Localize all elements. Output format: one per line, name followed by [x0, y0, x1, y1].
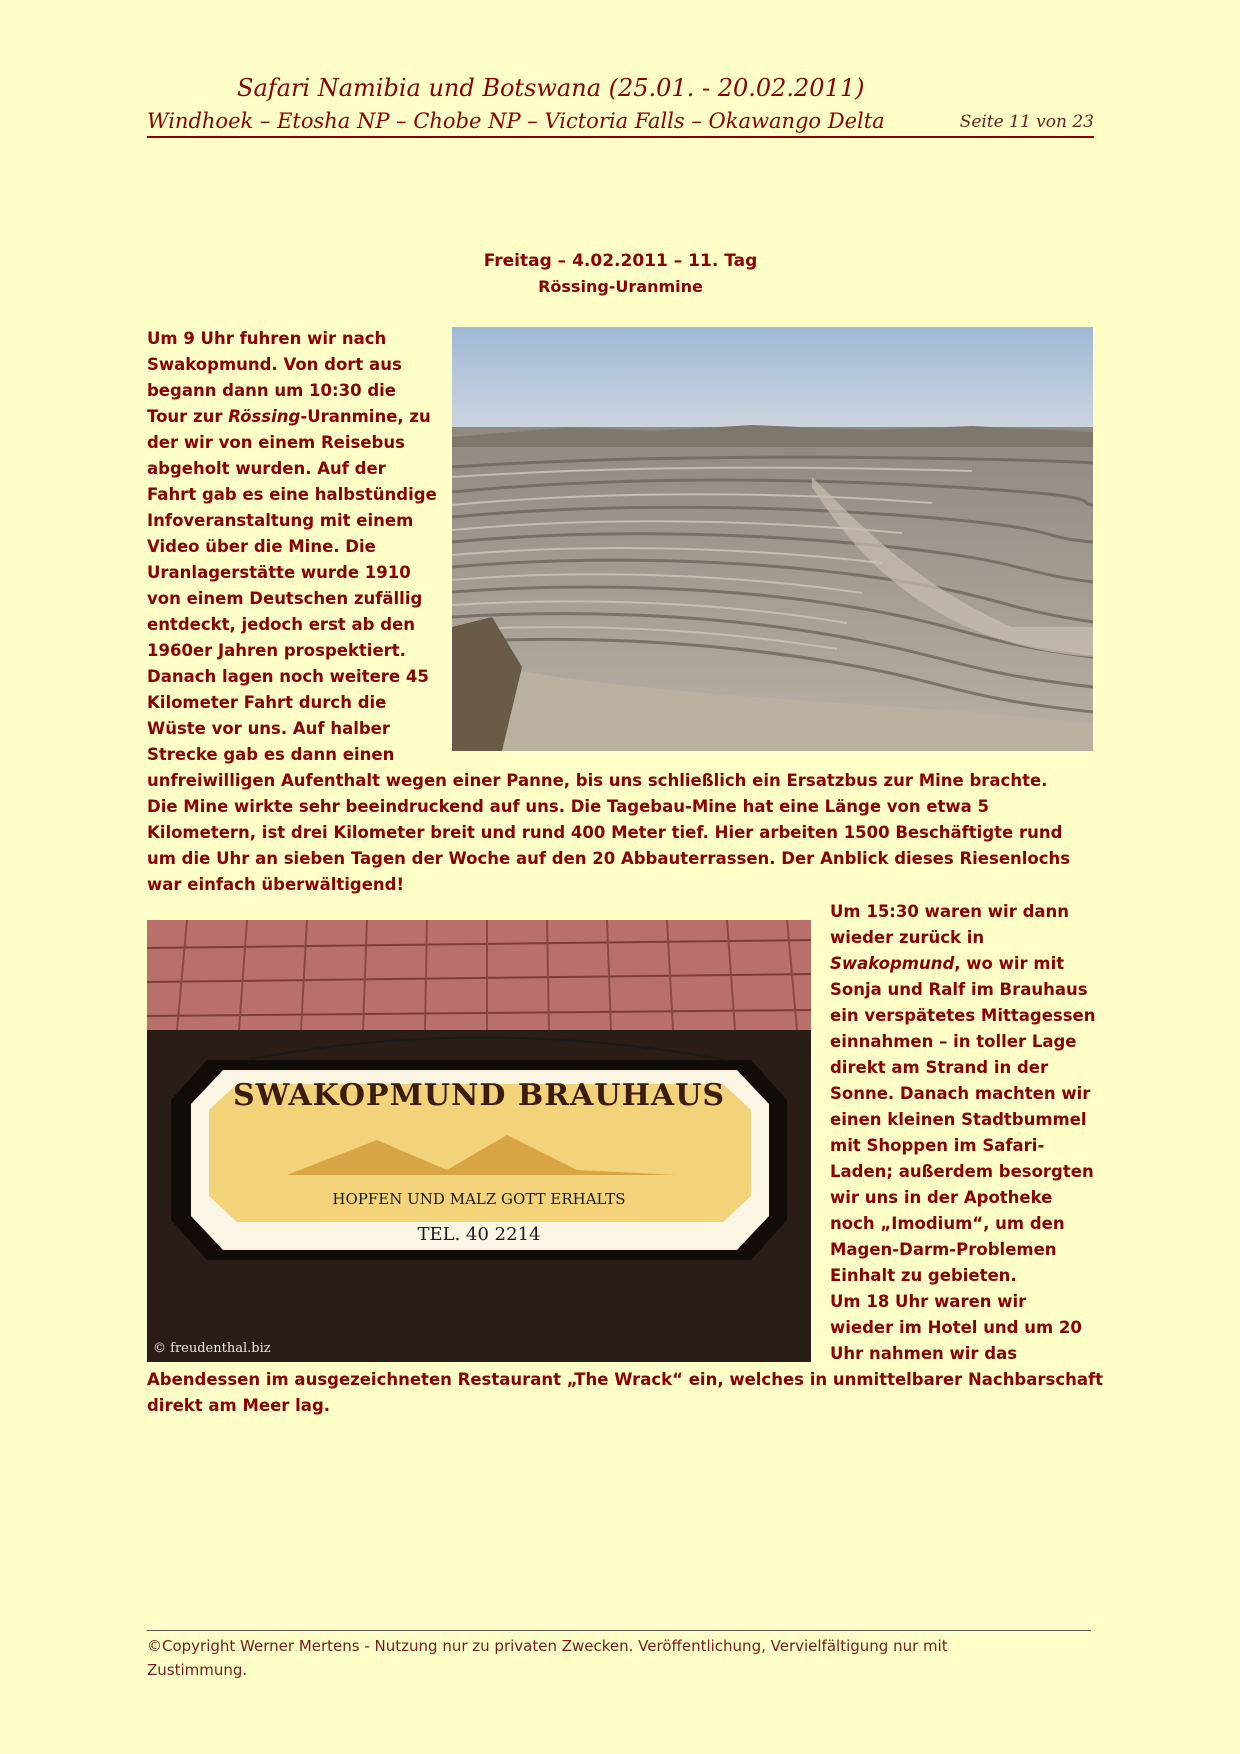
text-line: Magen-Darm-Problemen: [830, 1240, 1057, 1259]
text-line: wieder zurück in: [830, 928, 985, 947]
text-line: Um 15:30 waren wir dann: [830, 902, 1070, 921]
text-line: Uhr nahmen wir das: [830, 1344, 1018, 1363]
italic-word: Swakopmund: [830, 954, 955, 973]
text-line: Danach lagen noch weitere 45: [147, 667, 429, 686]
text-line: Die Mine wirkte sehr beeindruckend auf uns. Die Tagebau-Mine hat eine Länge von etwa 5: [147, 797, 990, 816]
text-line: abgeholt wurden. Auf der: [147, 459, 386, 478]
brauhaus-photo: [147, 920, 811, 1362]
text-line: einen kleinen Stadtbummel: [830, 1110, 1087, 1129]
text-line: ein verspätetes Mittagessen: [830, 1006, 1096, 1025]
text-line: [147, 404, 437, 430]
text-line: um die Uhr an sieben Tagen der Woche auf den 20 Abbauterrassen. Der Anblick dieses Riesenlochs: [147, 849, 1071, 868]
brauhaus-illustration: [147, 920, 811, 1362]
route-text: Windhoek – Etosha NP – Chobe NP – Victoria Falls – Okawango Delta: [147, 109, 885, 133]
text-line: Video über die Mine. Die: [147, 537, 376, 556]
text-line: der wir von einem Reisebus: [147, 433, 405, 452]
page-number: Seite 11 von 23: [959, 112, 1094, 132]
mine-illustration: [452, 327, 1093, 751]
paragraph-mine: [147, 768, 1070, 898]
text-line: von einem Deutschen zufällig: [147, 589, 423, 608]
text-segment: -Uranmine, zu: [300, 407, 431, 426]
text-line: Abendessen im ausgezeichneten Restaurant „The Wrack“ ein, welches in unmittelbarer Nachbarschaft: [147, 1370, 1104, 1389]
day-subtitle: Rössing-Uranmine: [538, 277, 703, 296]
route-line: [147, 109, 1094, 138]
text-line: Fahrt gab es eine halbstündige: [147, 485, 437, 504]
text-line: Um 18 Uhr waren wir: [830, 1292, 1027, 1311]
text-line: Um 9 Uhr fuhren wir nach: [147, 329, 387, 348]
text-line: [830, 951, 1095, 977]
text-line: Uranlagerstätte wurde 1910: [147, 563, 411, 582]
copyright-line: Zustimmung.: [147, 1661, 248, 1679]
text-line: Infoveranstaltung mit einem: [147, 511, 414, 530]
copyright-line: ©Copyright Werner Mertens - Nutzung nur zu privaten Zwecken. Veröffentlichung, Vervielfältigung nur mit: [147, 1637, 948, 1655]
sign-slogan: HOPFEN UND MALZ GOTT ERHALTS: [332, 1190, 626, 1208]
text-line: direkt am Strand in der: [830, 1058, 1049, 1077]
text-line: Sonne. Danach machten wir: [830, 1084, 1091, 1103]
footer: [147, 1634, 1091, 1682]
text-line: entdeckt, jedoch erst ab den: [147, 615, 415, 634]
text-line: direkt am Meer lag.: [147, 1396, 331, 1415]
text-line: Sonja und Ralf im Brauhaus: [830, 980, 1088, 999]
photo-credit: © freudenthal.biz: [153, 1341, 271, 1356]
text-line: einnahmen – in toller Lage: [830, 1032, 1077, 1051]
text-segment: Tour zur: [147, 407, 229, 426]
text-line: Laden; außerdem besorgten: [830, 1162, 1094, 1181]
text-line: Strecke gab es dann einen: [147, 745, 395, 764]
text-line: Wüste vor uns. Auf halber: [147, 719, 391, 738]
mine-photo: [452, 327, 1093, 751]
text-line: mit Shoppen im Safari-: [830, 1136, 1045, 1155]
text-line: noch „Imodium“, um den: [830, 1214, 1065, 1233]
footer-divider: [147, 1630, 1091, 1631]
text-line: unfreiwilligen Aufenthalt wegen einer Panne, bis uns schließlich ein Ersatzbus zur Mine brachte.: [147, 771, 1048, 790]
sign-title: SWAKOPMUND BRAUHAUS: [232, 1078, 726, 1113]
text-line: 1960er Jahren prospektiert.: [147, 641, 406, 660]
text-line: Kilometer Fahrt durch die: [147, 693, 387, 712]
document-title: Safari Namibia und Botswana (25.01. - 20.02.2011): [237, 74, 865, 102]
italic-word: Rössing: [228, 407, 301, 426]
paragraph-intro: [147, 326, 437, 768]
text-line: war einfach überwältigend!: [147, 875, 404, 894]
text-line: wieder im Hotel und um 20: [830, 1318, 1082, 1337]
day-title: Freitag – 4.02.2011 – 11. Tag: [483, 251, 758, 271]
text-line: Swakopmund. Von dort aus: [147, 355, 402, 374]
paragraph-afternoon: [830, 899, 1095, 1367]
text-line: Kilometern, ist drei Kilometer breit und rund 400 Meter tief. Hier arbeiten 1500 Beschäftigte rund: [147, 823, 1063, 842]
sign-telephone: TEL. 40 2214: [417, 1224, 541, 1245]
text-line: Einhalt zu gebieten.: [830, 1266, 1017, 1285]
paragraph-evening: [147, 1367, 1103, 1419]
text-line: begann dann um 10:30 die: [147, 381, 396, 400]
text-line: wir uns in der Apotheke: [830, 1188, 1053, 1207]
text-segment: , wo wir mit: [954, 954, 1065, 973]
